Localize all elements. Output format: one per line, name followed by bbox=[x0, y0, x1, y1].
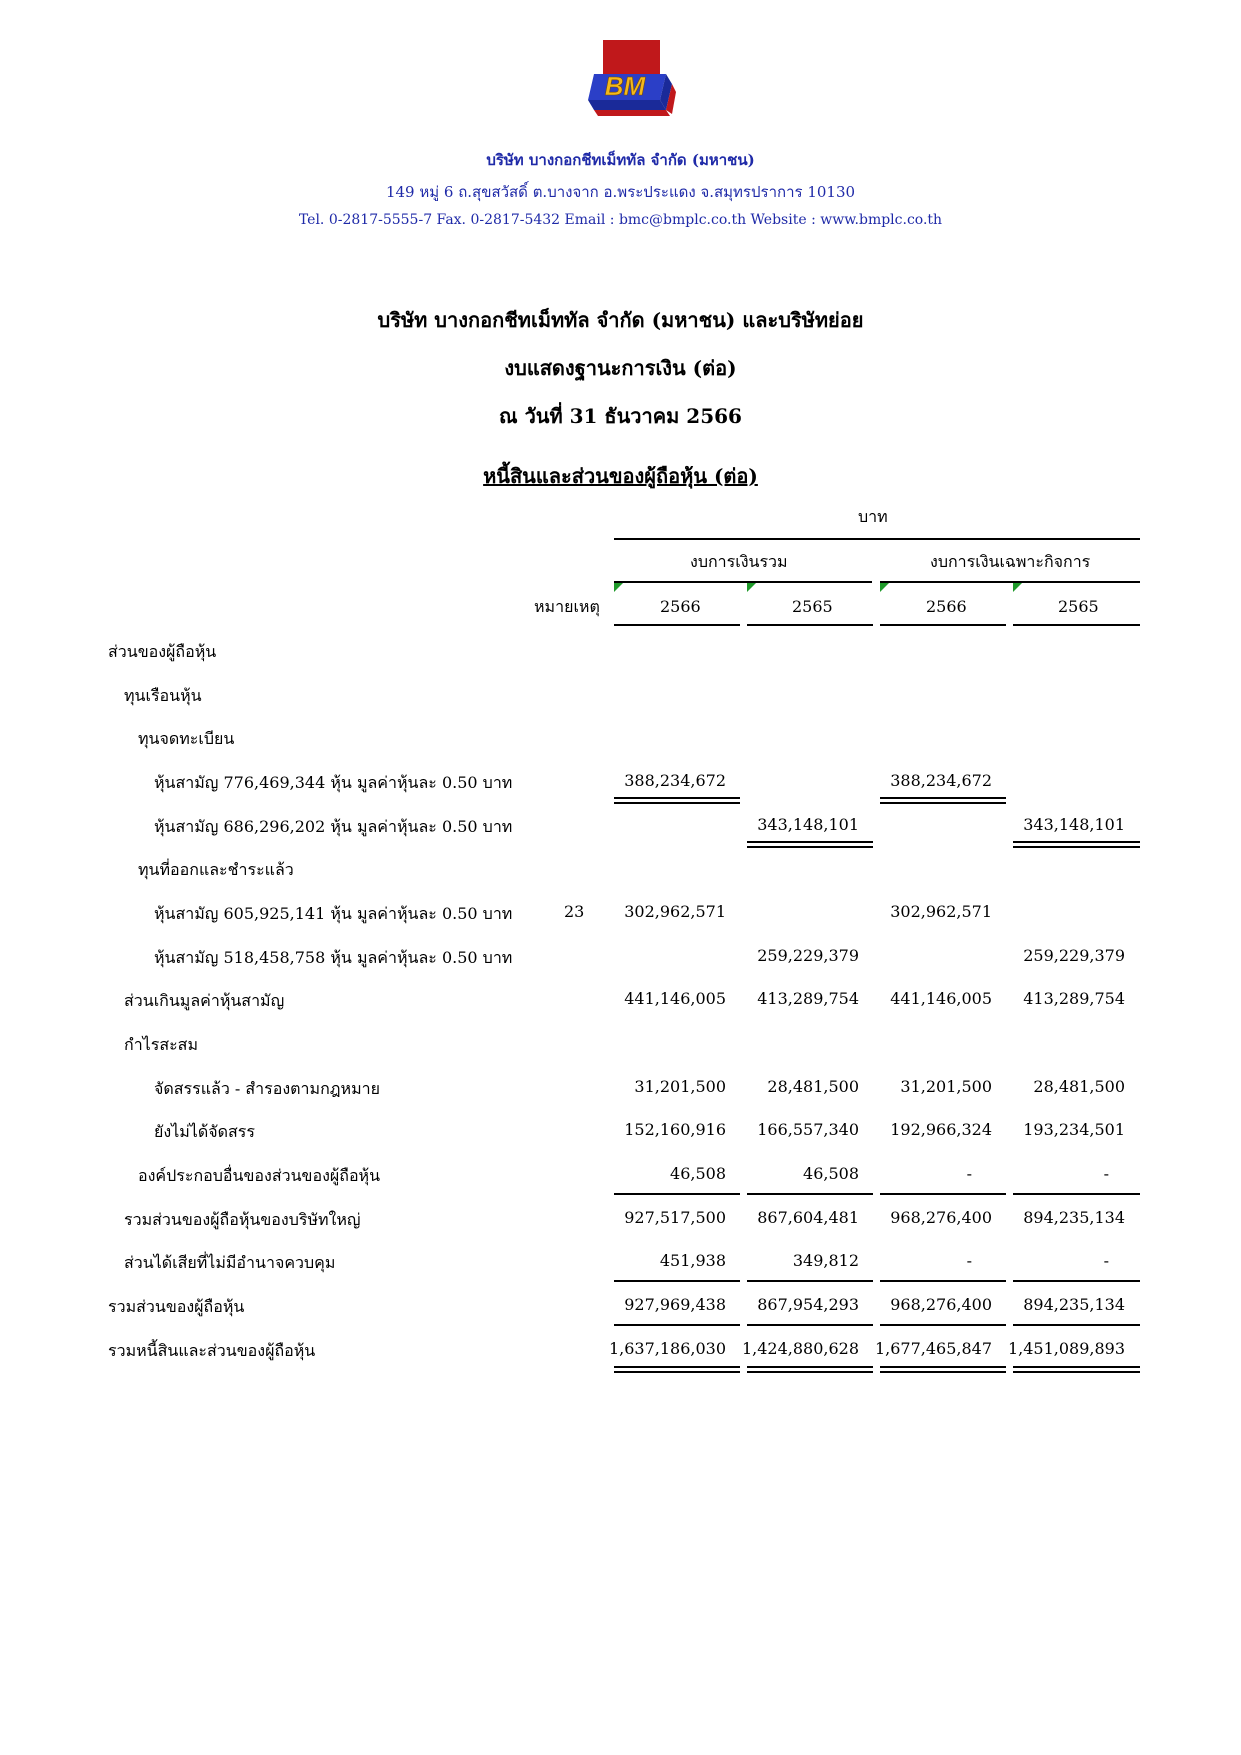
cell-value: 413,289,754 bbox=[1023, 989, 1125, 1008]
cell-value: 1,424,880,628 bbox=[741, 1339, 859, 1358]
company-logo bbox=[576, 40, 686, 132]
group-consolidated: งบการเงินรวม bbox=[690, 552, 788, 571]
double-rule bbox=[880, 797, 1006, 804]
total-rule bbox=[1013, 1193, 1140, 1195]
cell-value: 28,481,500 bbox=[1033, 1077, 1125, 1096]
currency-label: บาท bbox=[858, 507, 888, 526]
cell-marker bbox=[747, 583, 756, 592]
double-rule bbox=[747, 1366, 873, 1373]
year-header: 2565 bbox=[1058, 597, 1099, 616]
svg-text:BM: BM bbox=[604, 71, 646, 101]
header-rule bbox=[880, 624, 1006, 626]
cell-value: - bbox=[966, 1251, 972, 1270]
cell-value: 46,508 bbox=[670, 1164, 726, 1183]
report-statement: งบแสดงฐานะการเงิน (ต่อ) bbox=[504, 356, 737, 380]
header-rule bbox=[614, 581, 872, 583]
cell-value: 1,677,465,847 bbox=[874, 1339, 992, 1358]
row-label: องค์ประกอบอื่นของส่วนของผู้ถือหุ้น bbox=[138, 1166, 381, 1185]
row-label: จัดสรรแล้ว - สำรองตามกฎหมาย bbox=[154, 1079, 380, 1098]
cell-value: 451,938 bbox=[659, 1251, 726, 1270]
cell-value: 28,481,500 bbox=[767, 1077, 859, 1096]
total-rule bbox=[747, 1280, 873, 1282]
report-date: ณ วันที่ 31 ธันวาคม 2566 bbox=[499, 404, 742, 428]
group-separate: งบการเงินเฉพาะกิจการ bbox=[930, 552, 1091, 571]
year-header: 2566 bbox=[660, 597, 701, 616]
double-rule bbox=[1013, 841, 1140, 848]
row-label: กำไรสะสม bbox=[124, 1035, 198, 1054]
header-rule bbox=[614, 538, 1140, 540]
double-rule bbox=[747, 841, 873, 848]
total-rule bbox=[614, 1324, 740, 1326]
cell-value: 192,966,324 bbox=[890, 1120, 992, 1139]
letterhead-company-name: บริษัท บางกอกชีทเม็ททัล จำกัด (มหาชน) bbox=[486, 151, 755, 169]
cell-marker bbox=[880, 583, 889, 592]
cell-value: 867,604,481 bbox=[757, 1208, 859, 1227]
cell-value: - bbox=[1103, 1164, 1109, 1183]
row-label: หุ้นสามัญ 605,925,141 หุ้น มูลค่าหุ้นละ 0.50 บาท bbox=[154, 904, 513, 923]
cell-value: 343,148,101 bbox=[1023, 815, 1125, 834]
cell-value: 413,289,754 bbox=[757, 989, 859, 1008]
cell-value: 152,160,916 bbox=[624, 1120, 726, 1139]
cell-value: 1,637,186,030 bbox=[608, 1339, 726, 1358]
row-note: 23 bbox=[564, 902, 585, 921]
report-section: หนี้สินและส่วนของผู้ถือหุ้น (ต่อ) bbox=[483, 464, 758, 488]
cell-value: 441,146,005 bbox=[890, 989, 992, 1008]
cell-value: 927,517,500 bbox=[624, 1208, 726, 1227]
total-rule bbox=[1013, 1280, 1140, 1282]
note-header: หมายเหตุ bbox=[534, 597, 600, 616]
row-label: ทุนจดทะเบียน bbox=[138, 729, 235, 748]
double-rule bbox=[614, 797, 740, 804]
row-label: รวมหนี้สินและส่วนของผู้ถือหุ้น bbox=[108, 1341, 316, 1360]
cell-value: - bbox=[1103, 1251, 1109, 1270]
header-rule bbox=[880, 581, 1140, 583]
row-label: หุ้นสามัญ 518,458,758 หุ้น มูลค่าหุ้นละ 0.50 บาท bbox=[154, 948, 513, 967]
total-rule bbox=[614, 1280, 740, 1282]
cell-value: 46,508 bbox=[803, 1164, 859, 1183]
double-rule bbox=[1013, 1366, 1140, 1373]
cell-value: 388,234,672 bbox=[890, 771, 992, 790]
cell-value: 302,962,571 bbox=[890, 902, 992, 921]
row-label: ทุนเรือนหุ้น bbox=[124, 686, 202, 705]
year-header: 2566 bbox=[926, 597, 967, 616]
total-rule bbox=[1013, 1324, 1140, 1326]
header-rule bbox=[747, 624, 873, 626]
cell-value: 259,229,379 bbox=[757, 946, 859, 965]
letterhead-contact: Tel. 0-2817-5555-7 Fax. 0-2817-5432 Email : bmc@bmplc.co.th Website : www.bmplc.co.th bbox=[298, 212, 943, 228]
cell-marker bbox=[1013, 583, 1022, 592]
row-label: หุ้นสามัญ 686,296,202 หุ้น มูลค่าหุ้นละ 0.50 บาท bbox=[154, 817, 513, 836]
letterhead-address: 149 หมู่ 6 ถ.สุขสวัสดิ์ ต.บางจาก อ.พระประแดง จ.สมุทรปราการ 10130 bbox=[385, 183, 856, 201]
cell-value: 968,276,400 bbox=[890, 1208, 992, 1227]
row-label: ยังไม่ได้จัดสรร bbox=[154, 1122, 255, 1141]
total-rule bbox=[747, 1324, 873, 1326]
row-label: ทุนที่ออกและชำระแล้ว bbox=[138, 860, 294, 879]
row-label: ส่วนของผู้ถือหุ้น bbox=[108, 642, 217, 661]
cell-value: 349,812 bbox=[792, 1251, 859, 1270]
cell-marker bbox=[614, 583, 623, 592]
cell-value: 388,234,672 bbox=[624, 771, 726, 790]
total-rule bbox=[880, 1324, 1006, 1326]
cell-value: 166,557,340 bbox=[757, 1120, 859, 1139]
cell-value: 927,969,438 bbox=[624, 1295, 726, 1314]
row-label: หุ้นสามัญ 776,469,344 หุ้น มูลค่าหุ้นละ 0.50 บาท bbox=[154, 773, 513, 792]
double-rule bbox=[880, 1366, 1006, 1373]
cell-value: 894,235,134 bbox=[1023, 1295, 1125, 1314]
row-label: ส่วนเกินมูลค่าหุ้นสามัญ bbox=[124, 991, 285, 1010]
double-rule bbox=[614, 1366, 740, 1373]
cell-value: 302,962,571 bbox=[624, 902, 726, 921]
cell-value: - bbox=[966, 1164, 972, 1183]
cell-value: 968,276,400 bbox=[890, 1295, 992, 1314]
report-company: บริษัท บางกอกชีทเม็ททัล จำกัด (มหาชน) และบริษัทย่อย bbox=[377, 308, 864, 332]
cell-value: 867,954,293 bbox=[757, 1295, 859, 1314]
total-rule bbox=[880, 1280, 1006, 1282]
cell-value: 259,229,379 bbox=[1023, 946, 1125, 965]
year-header: 2565 bbox=[792, 597, 833, 616]
row-label: ส่วนได้เสียที่ไม่มีอำนาจควบคุม bbox=[124, 1253, 336, 1272]
cell-value: 1,451,089,893 bbox=[1007, 1339, 1125, 1358]
header-rule bbox=[1013, 624, 1140, 626]
cell-value: 894,235,134 bbox=[1023, 1208, 1125, 1227]
cell-value: 31,201,500 bbox=[900, 1077, 992, 1096]
total-rule bbox=[614, 1193, 740, 1195]
total-rule bbox=[747, 1193, 873, 1195]
header-rule bbox=[614, 624, 740, 626]
row-label: รวมส่วนของผู้ถือหุ้น bbox=[108, 1297, 245, 1316]
row-label: รวมส่วนของผู้ถือหุ้นของบริษัทใหญ่ bbox=[124, 1210, 361, 1229]
cell-value: 343,148,101 bbox=[757, 815, 859, 834]
cell-value: 441,146,005 bbox=[624, 989, 726, 1008]
cell-value: 31,201,500 bbox=[634, 1077, 726, 1096]
cell-value: 193,234,501 bbox=[1023, 1120, 1125, 1139]
total-rule bbox=[880, 1193, 1006, 1195]
